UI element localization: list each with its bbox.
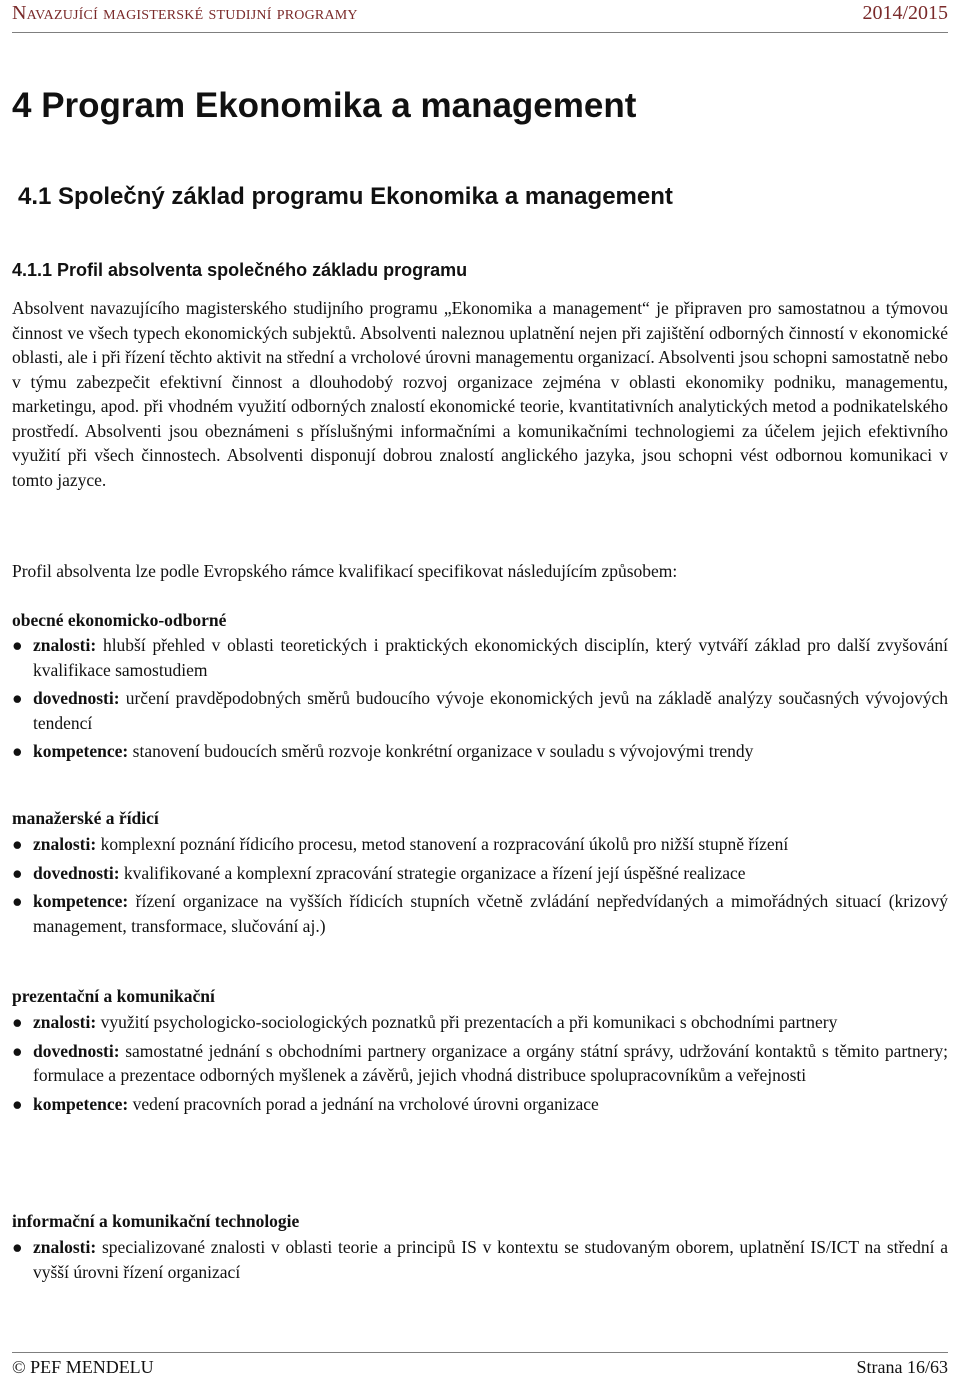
item-text: kvalifikované a komplexní zpracování strategie organizace a řízení její úspěšné realizace [123, 862, 746, 883]
item-text: využití psychologicko-sociologických poznatků při prezentacích a při komunikaci s obchodními partnery [100, 1012, 838, 1032]
header-year: 2014/2015 [862, 2, 948, 24]
bullet-list [12, 633, 948, 768]
bullet-list [12, 832, 948, 942]
bullet-icon: ● [12, 834, 23, 854]
page-header [12, 0, 948, 33]
bullet-icon: ● [12, 1093, 23, 1114]
item-label: kompetence: [33, 741, 129, 761]
item-label: dovednosti: [33, 862, 120, 883]
item-label: kompetence: [33, 1093, 129, 1114]
list-item [12, 1092, 948, 1117]
header-program-type: Navazující magisterské studijní programy [12, 2, 358, 24]
list-item [12, 832, 948, 857]
footer-copyright: © PEF MENDELU [12, 1357, 154, 1377]
bullet-list [12, 1010, 948, 1120]
graduate-profile-paragraph: Absolvent navazujícího magisterského studijního programu „Ekonomika a management“ je připraven pro samostatnou a týmovou činnost ve všech typech ekonomických subjektů. Absolventi naleznou uplatnění nejen při zajištění odborných činností v ekonomické oblasti, ale i při řízení těchto aktivit na střední a vrcholové úrovni managementu organizací. Absolventi jsou schopni samostatně nebo v týmu zabezpečit efektivní činnost a dlouhodobý rozvoj organizace zejména v oblasti ekonomiky podniku, managementu, marketingu, apod. při vhodném využití odborných znalostí ekonomické teorie, kvantitativních analytických metod a podnikatelského prostředí. Absolventi jsou obeznámeni s příslušnými informačními a komunikačními technologiemi za účelem jejich efektivního využití při všech činnostech. Absolventi disponují dobrou znalostí anglického jazyka, jsou schopni vést odbornou komunikaci v tomto jazyce. [12, 298, 948, 490]
subsection-heading: 4.1.1 Profil absolventa společného základu programu [12, 260, 468, 280]
list-item [12, 1010, 948, 1035]
list-item [12, 861, 948, 886]
section-title: prezentační a komunikační [12, 986, 215, 1006]
section-title: manažerské a řídicí [12, 808, 159, 828]
section-title: obecné ekonomicko-odborné [12, 610, 227, 630]
item-label: kompetence: [33, 891, 129, 911]
item-label: dovednosti: [33, 1040, 120, 1061]
list-item [12, 1235, 948, 1284]
item-label: znalosti: [33, 1237, 97, 1257]
list-item [12, 633, 948, 682]
item-label: znalosti: [33, 1012, 97, 1032]
list-item [12, 889, 948, 938]
section-title: informační a komunikační technologie [12, 1211, 300, 1231]
framework-intro-paragraph: Profil absolventa lze podle Evropského rámce kvalifikací specifikovat následujícím způsobem: [12, 561, 678, 581]
bullet-icon: ● [12, 862, 23, 883]
item-text: samostatné jednání s obchodními partnery organizace a orgány státní správy, udržování kontaktů s těmito partnery; formulace a prezentace odborných myšlenek a závěrů, jejich vhodná distribuce spolupracovníkům a veřejnosti [33, 1040, 949, 1085]
bullet-icon: ● [12, 1040, 23, 1061]
bullet-icon: ● [12, 1237, 23, 1257]
chapter-heading: 4 Program Ekonomika a management [12, 86, 637, 125]
bullet-list [12, 1235, 948, 1288]
footer-page-number: Strana 16/63 [856, 1357, 948, 1377]
item-text: specializované znalosti v oblasti teorie a principů IS v kontextu se studovaným oborem, uplatnění IS/ICT na střední a vyšší úrovni řízení organizací [33, 1237, 948, 1282]
page-footer [12, 1352, 948, 1380]
item-label: znalosti: [33, 635, 97, 655]
item-text: hlubší přehled v oblasti teoretických i praktických ekonomických disciplín, který vytváří základ pro další zvyšování kvalifikace samostudiem [33, 635, 949, 680]
section-heading: 4.1 Společný základ programu Ekonomika a management [18, 183, 673, 210]
item-text: stanovení budoucích směrů rozvoje konkrétní organizace v souladu s vývojovými trendy [132, 741, 754, 761]
bullet-icon: ● [12, 1012, 23, 1032]
item-label: znalosti: [33, 834, 97, 854]
bullet-icon: ● [12, 891, 23, 911]
bullet-icon: ● [12, 635, 23, 655]
item-text: vedení pracovních porad a jednání na vrcholové úrovni organizace [132, 1093, 599, 1114]
item-text: řízení organizace na vyšších řídicích stupních včetně zvládání nepředvídaných a mimořádných situací (krizový management, transformace, slučování aj.) [33, 891, 948, 936]
item-label: dovednosti: [33, 688, 120, 708]
list-item [12, 686, 948, 735]
bullet-icon: ● [12, 688, 23, 708]
list-item [12, 739, 948, 764]
bullet-icon: ● [12, 741, 23, 761]
list-item [12, 1039, 948, 1088]
item-text: určení pravděpodobných směrů budoucího vývoje ekonomických jevů na základě analýzy současných vývojových tendencí [33, 688, 948, 733]
item-text: komplexní poznání řídicího procesu, metod stanovení a rozpracování úkolů pro nižší stupně řízení [100, 834, 789, 854]
